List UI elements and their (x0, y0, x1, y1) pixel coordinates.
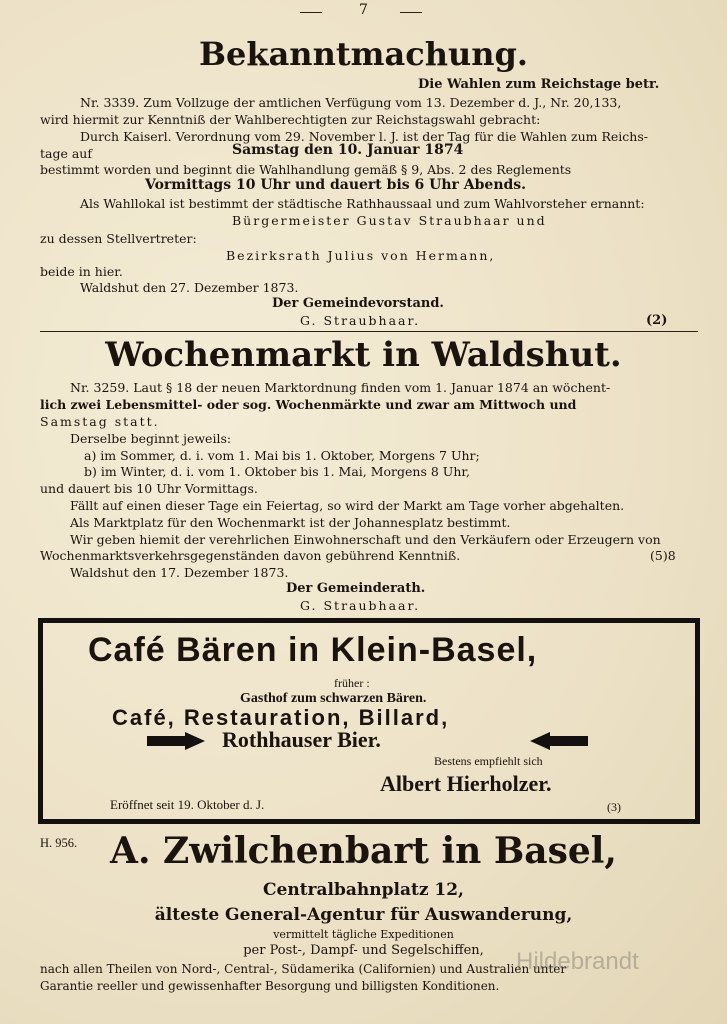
reference-number: (5)8 (650, 548, 676, 563)
signer-name: G. Straubhaar. (300, 598, 421, 613)
agency-line: per Post-, Dampf- und Segelschiffen, (243, 943, 484, 958)
cafe-services: Café, Restauration, Billard, (112, 705, 450, 730)
notice-line: bestimmt worden und beginnt die Wahlhandlung gemäß § 9, Abs. 2 des Reglements (40, 162, 572, 177)
watermark: Hildebrandt (516, 948, 639, 975)
cafe-opened: Eröffnet seit 19. Oktober d. J. (110, 797, 265, 812)
notice-line: und dauert bis 10 Uhr Vormittags. (40, 481, 258, 496)
notice-line: Samstag statt. (40, 414, 160, 429)
election-date: Samstag den 10. Januar 1874 (232, 142, 464, 158)
notice-line: Wir geben hiemit der verehrlichen Einwohnerschaft und den Verkäufern oder Erzeugern von (70, 532, 661, 547)
ad-border-top (38, 618, 700, 623)
pointing-hand-left-icon (526, 730, 590, 752)
ad-border-bottom (38, 819, 700, 824)
notice-line: tage auf (40, 146, 92, 161)
pointing-hand-right-icon (145, 730, 209, 752)
cafe-formerly: früher : (334, 676, 370, 690)
notice-line: Derselbe beginnt jeweils: (70, 431, 232, 446)
cafe-owner: Albert Hierholzer. (380, 771, 552, 796)
notice-line: beide in hier. (40, 264, 123, 279)
header-dash-right (400, 12, 422, 13)
agency-address: Centralbahnplatz 12, (263, 880, 464, 900)
cafe-title: Café Bären in Klein-Basel, (88, 631, 538, 669)
notice-line: wird hiermit zur Kenntniß der Wahlberechtigten zur Reichstagswahl gebracht: (40, 112, 541, 127)
notice-line: lich zwei Lebensmittel- oder sog. Wochenmärkte und zwar am Mittwoch und (40, 397, 577, 412)
signer-name: G. Straubhaar. (300, 313, 421, 328)
notice-line: zu dessen Stellvertreter: (40, 231, 197, 246)
notice-line: Bezirksrath Julius von Hermann, (226, 248, 496, 263)
ad-border-left (38, 618, 43, 824)
notice-line: Fällt auf einen dieser Tage ein Feiertag, so wird der Markt am Tage vorher abgehalten. (70, 498, 625, 513)
cafe-beer: Rothhauser Bier. (222, 727, 381, 752)
ad-reference: H. 956. (40, 836, 78, 850)
ad-border-right (695, 618, 700, 824)
notice-line: b) im Winter, d. i. vom 1. Oktober bis 1. Mai, Morgens 8 Uhr, (84, 464, 470, 479)
notice-line: Durch Kaiserl. Verordnung vom 29. November l. J. ist der Tag für die Wahlen zum Reichs- (80, 129, 648, 144)
agency-title: A. Zwilchenbart in Basel, (110, 830, 617, 872)
agency-line: vermittelt tägliche Expeditionen (273, 928, 454, 941)
agency-tagline: älteste General-Agentur für Auswanderung, (154, 905, 573, 925)
notice-line: Als Wahllokal ist bestimmt der städtische Rathhaussaal und zum Wahlvorsteher ernannt: (80, 196, 645, 211)
place-date: Waldshut den 17. Dezember 1873. (70, 565, 289, 580)
cafe-recommend: Bestens empfiehlt sich (434, 754, 543, 768)
notice-line: a) im Sommer, d. i. vom 1. Mai bis 1. Oktober, Morgens 7 Uhr; (84, 448, 480, 463)
cafe-former-name: Gasthof zum schwarzen Bären. (240, 691, 427, 706)
signer-title: Der Gemeinderath. (286, 581, 426, 596)
notice-line: Nr. 3259. Laut § 18 der neuen Marktordnung finden vom 1. Januar 1874 an wöchent- (70, 380, 611, 395)
signer-title: Der Gemeindevorstand. (272, 296, 444, 311)
notice-line: Nr. 3339. Zum Vollzuge der amtlichen Verfügung vom 13. Dezember d. J., Nr. 20,133, (80, 95, 622, 110)
notice-line: Als Marktplatz für den Wochenmarkt ist der Johannesplatz bestimmt. (70, 515, 511, 530)
divider (40, 331, 698, 332)
reference-number: (2) (646, 313, 668, 328)
agency-line: Garantie reeller und gewissenhafter Besorgung und billigsten Konditionen. (40, 979, 500, 993)
notice-subtitle: Die Wahlen zum Reichstage betr. (418, 77, 660, 92)
notice-line: Wochenmarktsverkehrsgegenständen davon gebührend Kenntniß. (40, 548, 461, 563)
notice-line: Bürgermeister Gustav Straubhaar und (232, 213, 547, 228)
place-date: Waldshut den 27. Dezember 1873. (80, 280, 299, 295)
market-title: Wochenmarkt in Waldshut. (105, 335, 622, 375)
election-time: Vormittags 10 Uhr und dauert bis 6 Uhr Abends. (145, 177, 527, 193)
reference-number: (3) (607, 800, 621, 814)
page-number: 7 (359, 2, 368, 18)
notice-title: Bekanntmachung. (198, 35, 528, 73)
agency-line: nach allen Theilen von Nord-, Central-, Südamerika (Californien) und Australien unter (40, 962, 567, 976)
